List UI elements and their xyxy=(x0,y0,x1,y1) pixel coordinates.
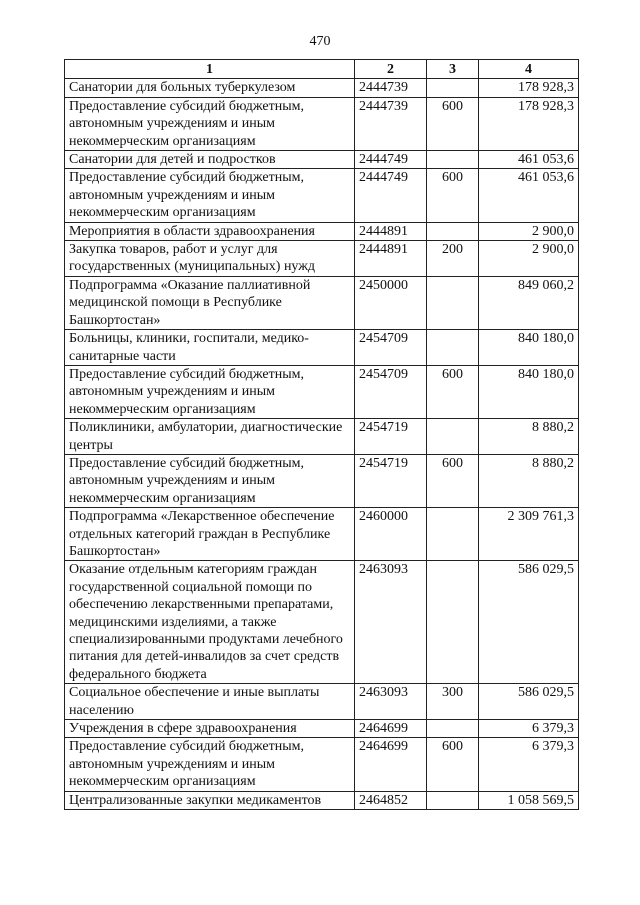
row-code-cell: 2463093 xyxy=(355,684,427,720)
table-row xyxy=(65,276,579,329)
row-name-cell: Подпрограмма «Лекарственное обеспечение отдельных категорий граждан в Республике Башкортостан» xyxy=(65,508,355,561)
row-type-cell xyxy=(427,791,479,809)
row-code-cell: 2454709 xyxy=(355,330,427,366)
row-amount-cell: 1 058 569,5 xyxy=(479,791,579,809)
row-type-cell xyxy=(427,720,479,738)
row-amount-cell: 6 379,3 xyxy=(479,720,579,738)
table-row xyxy=(65,684,579,720)
column-header-3: 3 xyxy=(427,60,479,79)
row-type-cell xyxy=(427,561,479,684)
row-code-cell: 2454719 xyxy=(355,454,427,507)
row-amount-cell: 8 880,2 xyxy=(479,454,579,507)
table-row xyxy=(65,419,579,455)
table-body xyxy=(65,79,579,810)
row-name-cell: Предоставление субсидий бюджетным, автономным учреждениям и иным некоммерческим организациям xyxy=(65,738,355,791)
table-row xyxy=(65,241,579,277)
page-number: 470 xyxy=(309,34,331,49)
row-code-cell: 2464852 xyxy=(355,791,427,809)
row-code-cell: 2444891 xyxy=(355,241,427,277)
row-name-cell: Оказание отдельным категориям граждан государственной социальной помощи по обеспечению лекарственными препаратами, медицинскими изделиями, а также специализированными продуктами лечебного питания для детей-инвалидов за счет средств федерального бюджета xyxy=(65,561,355,684)
row-code-cell: 2444749 xyxy=(355,169,427,222)
row-code-cell: 2464699 xyxy=(355,720,427,738)
row-type-cell xyxy=(427,330,479,366)
row-name-cell: Поликлиники, амбулатории, диагностические центры xyxy=(65,419,355,455)
table-row xyxy=(65,454,579,507)
row-amount-cell: 2 900,0 xyxy=(479,241,579,277)
table-row xyxy=(65,791,579,809)
table-row xyxy=(65,79,579,97)
row-code-cell: 2450000 xyxy=(355,276,427,329)
row-code-cell: 2444739 xyxy=(355,79,427,97)
row-amount-cell: 2 309 761,3 xyxy=(479,508,579,561)
row-type-cell: 600 xyxy=(427,169,479,222)
row-name-cell: Предоставление субсидий бюджетным, автономным учреждениям и иным некоммерческим организациям xyxy=(65,169,355,222)
row-code-cell: 2444749 xyxy=(355,151,427,169)
row-type-cell: 600 xyxy=(427,97,479,150)
row-amount-cell: 6 379,3 xyxy=(479,738,579,791)
table-row xyxy=(65,97,579,150)
row-name-cell: Предоставление субсидий бюджетным, автономным учреждениям и иным некоммерческим организациям xyxy=(65,97,355,150)
row-type-cell: 200 xyxy=(427,241,479,277)
row-type-cell xyxy=(427,508,479,561)
row-name-cell: Предоставление субсидий бюджетным, автономным учреждениям и иным некоммерческим организациям xyxy=(65,365,355,418)
row-code-cell: 2444739 xyxy=(355,97,427,150)
row-code-cell: 2464699 xyxy=(355,738,427,791)
row-amount-cell: 849 060,2 xyxy=(479,276,579,329)
row-type-cell: 600 xyxy=(427,454,479,507)
row-amount-cell: 2 900,0 xyxy=(479,222,579,240)
row-name-cell: Больницы, клиники, госпитали, медико-санитарные части xyxy=(65,330,355,366)
row-code-cell: 2460000 xyxy=(355,508,427,561)
row-type-cell: 600 xyxy=(427,365,479,418)
row-name-cell: Санатории для больных туберкулезом xyxy=(65,79,355,97)
table-row xyxy=(65,365,579,418)
row-name-cell: Предоставление субсидий бюджетным, автономным учреждениям и иным некоммерческим организациям xyxy=(65,454,355,507)
row-type-cell: 300 xyxy=(427,684,479,720)
table-row xyxy=(65,720,579,738)
row-type-cell xyxy=(427,79,479,97)
row-amount-cell: 461 053,6 xyxy=(479,151,579,169)
row-type-cell xyxy=(427,222,479,240)
row-code-cell: 2454709 xyxy=(355,365,427,418)
row-amount-cell: 8 880,2 xyxy=(479,419,579,455)
row-amount-cell: 586 029,5 xyxy=(479,561,579,684)
table-row xyxy=(65,561,579,684)
row-amount-cell: 178 928,3 xyxy=(479,79,579,97)
row-name-cell: Централизованные закупки медикаментов xyxy=(65,791,355,809)
budget-table xyxy=(64,59,579,810)
column-header-4: 4 xyxy=(479,60,579,79)
row-amount-cell: 840 180,0 xyxy=(479,365,579,418)
table-row xyxy=(65,169,579,222)
column-header-2: 2 xyxy=(355,60,427,79)
table-row xyxy=(65,222,579,240)
row-amount-cell: 840 180,0 xyxy=(479,330,579,366)
row-name-cell: Санатории для детей и подростков xyxy=(65,151,355,169)
row-code-cell: 2463093 xyxy=(355,561,427,684)
row-amount-cell: 586 029,5 xyxy=(479,684,579,720)
row-type-cell: 600 xyxy=(427,738,479,791)
table-row xyxy=(65,330,579,366)
table-row xyxy=(65,151,579,169)
row-amount-cell: 178 928,3 xyxy=(479,97,579,150)
row-code-cell: 2444891 xyxy=(355,222,427,240)
row-name-cell: Закупка товаров, работ и услуг для государственных (муниципальных) нужд xyxy=(65,241,355,277)
row-name-cell: Мероприятия в области здравоохранения xyxy=(65,222,355,240)
row-name-cell: Подпрограмма «Оказание паллиативной медицинской помощи в Республике Башкортостан» xyxy=(65,276,355,329)
row-type-cell xyxy=(427,151,479,169)
row-name-cell: Учреждения в сфере здравоохранения xyxy=(65,720,355,738)
table-row xyxy=(65,738,579,791)
row-amount-cell: 461 053,6 xyxy=(479,169,579,222)
row-name-cell: Социальное обеспечение и иные выплаты населению xyxy=(65,684,355,720)
row-type-cell xyxy=(427,276,479,329)
row-type-cell xyxy=(427,419,479,455)
row-code-cell: 2454719 xyxy=(355,419,427,455)
table-header-row xyxy=(65,60,579,79)
column-header-1: 1 xyxy=(65,60,355,79)
table-row xyxy=(65,508,579,561)
